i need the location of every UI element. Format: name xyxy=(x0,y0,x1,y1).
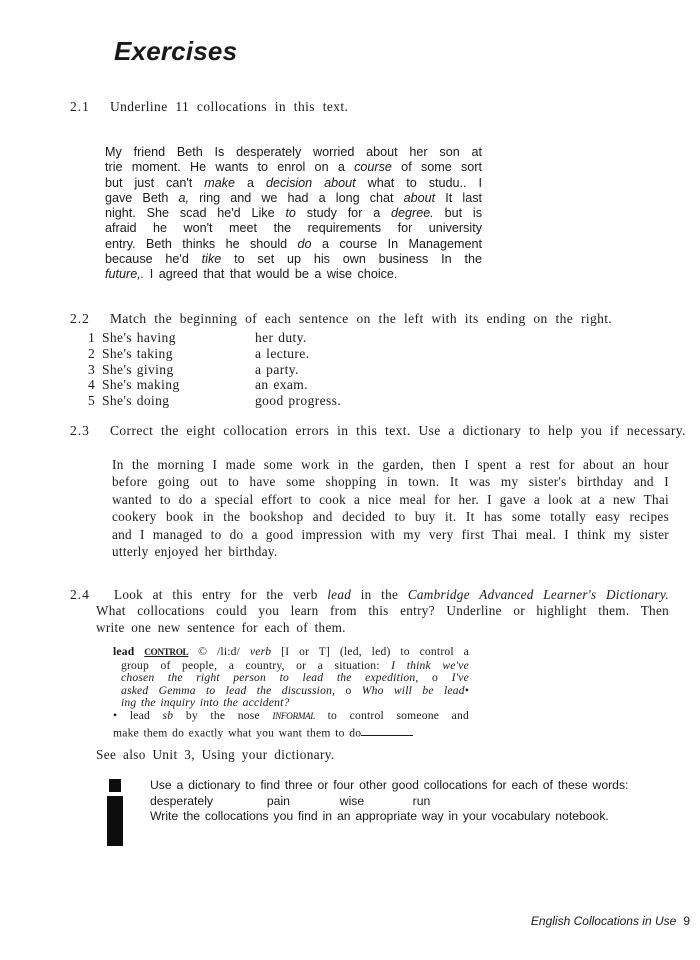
text-line: In the morning I made some work in the garden, then I spent a rest for about an hour xyxy=(112,457,669,472)
text-line: My friend Beth Is desperately worried about her son at xyxy=(105,145,482,159)
note-word: desperately xyxy=(150,793,214,808)
page-title: Exercises xyxy=(114,36,238,66)
dictionary-entry-lead xyxy=(113,646,469,740)
page-footer xyxy=(531,914,690,928)
note-line: Use a dictionary to find three or four other good collocations for each of these words: xyxy=(150,778,629,792)
text-line: entry. Beth thinks he should do a course In Management xyxy=(105,236,482,251)
match-number: 1 xyxy=(88,330,96,345)
dictionary-line: ing the inquiry into the accident? xyxy=(121,696,290,710)
text-line: future,. I agreed that that would be a wise choice. xyxy=(105,267,398,282)
section-number-2-4: 2.4 xyxy=(70,587,90,602)
note-word: pain xyxy=(266,793,290,808)
dictionary-line: group of people, a country, or a situation: I think we've xyxy=(121,658,469,672)
note-line: Write the collocations you find in an appropriate way in your vocabulary notebook. xyxy=(150,809,609,824)
text-line: trie moment. He wants to enrol on a course of some sort xyxy=(105,160,482,175)
section-number-2-3: 2.3 xyxy=(70,423,90,438)
match-left: She's taking xyxy=(102,345,173,361)
exercise-2-1-text-block xyxy=(105,145,482,283)
text-line: What collocations could you learn from this entry? Underline or highlight them. Then xyxy=(96,603,669,619)
match-number: 5 xyxy=(88,393,96,409)
vocabulary-note xyxy=(150,778,670,825)
dictionary-line: lead CONTROL © /li:d/ verb [I or T] (led, led) to control a xyxy=(113,645,469,658)
info-icon-dot xyxy=(109,779,121,792)
book-title: English Collocations in Use xyxy=(530,914,677,928)
dictionary-line: • lead sb by the nose INFORMAL to control someone and xyxy=(113,708,469,722)
text-line: afraid he won't meet the requirements for university xyxy=(105,221,482,236)
exercise-2-3-text-block xyxy=(112,456,669,560)
note-word: wise xyxy=(339,793,365,808)
match-right: a lecture. xyxy=(255,345,310,361)
match-row xyxy=(88,377,341,393)
text-line: but just can't make a decision about what to studu.. I xyxy=(105,175,482,190)
section-number-2-1: 2.1 xyxy=(70,99,90,114)
match-right: an exam. xyxy=(255,377,308,393)
text-line: night. She scad he'd Like to study for a degree. but is xyxy=(105,206,482,221)
text-line: before going out to have some shopping in town. It was my sister's birthday and I xyxy=(112,474,669,490)
section-instruction-2-3: Correct the eight collocation errors in this text. Use a dictionary to help you if necessary. xyxy=(110,423,686,438)
text-line: Look at this entry for the verb lead in the Cambridge Advanced Learner's Dictionary. xyxy=(114,587,669,602)
text-line: wanted to do a special effort to cook a nice meal for her. I gave a look at a new Thai xyxy=(112,491,669,507)
note-word-list xyxy=(150,794,670,810)
match-left: She's making xyxy=(102,377,180,393)
text-line: and I managed to do a good impression with my very first Thai meal. I think my sister xyxy=(112,526,669,542)
dictionary-line: asked Gemma to lead the discussion, o Who will be lead• xyxy=(121,683,469,697)
match-number: 2 xyxy=(88,345,96,361)
match-row xyxy=(88,330,341,346)
info-icon-bar xyxy=(107,796,123,846)
match-left: She's doing xyxy=(102,393,170,409)
note-word: run xyxy=(412,793,431,808)
section-instruction-2-2: Match the beginning of each sentence on the left with its ending on the right. xyxy=(110,311,613,326)
section-number-2-2: 2.2 xyxy=(70,311,90,326)
match-right: good progress. xyxy=(255,393,342,409)
dictionary-line: chosen the right person to lead the expedition, o I've xyxy=(121,671,469,685)
section-instruction-2-4 xyxy=(96,587,669,636)
text-line: gave Beth a, ring and we had a long chat about It last xyxy=(105,190,483,205)
see-also-note: See also Unit 3, Using your dictionary. xyxy=(96,747,335,762)
match-row xyxy=(88,362,341,378)
section-instruction-2-1: Underline 11 collocations in this text. xyxy=(110,99,349,114)
dictionary-line: make them do exactly what you want them to do xyxy=(113,724,469,740)
text-line: utterly enjoyed her birthday. xyxy=(112,544,278,560)
match-left: She's giving xyxy=(102,361,174,377)
match-right: a party. xyxy=(255,361,299,377)
matching-exercise-list xyxy=(88,330,341,409)
text-line: because he'd tike to set up his own business In the xyxy=(105,252,482,267)
match-row xyxy=(88,393,341,409)
match-number: 3 xyxy=(88,361,96,377)
page-number: 9 xyxy=(683,914,690,928)
match-left: She's having xyxy=(102,330,176,345)
match-right: her duty. xyxy=(255,330,307,345)
match-row xyxy=(88,346,341,362)
info-i-icon xyxy=(107,779,123,846)
match-number: 4 xyxy=(88,377,96,393)
text-line: write one new sentence for each of them. xyxy=(96,619,346,635)
text-line: cookery book in the bookshop and decided to buy it. It has some totally easy recipes xyxy=(112,509,669,525)
